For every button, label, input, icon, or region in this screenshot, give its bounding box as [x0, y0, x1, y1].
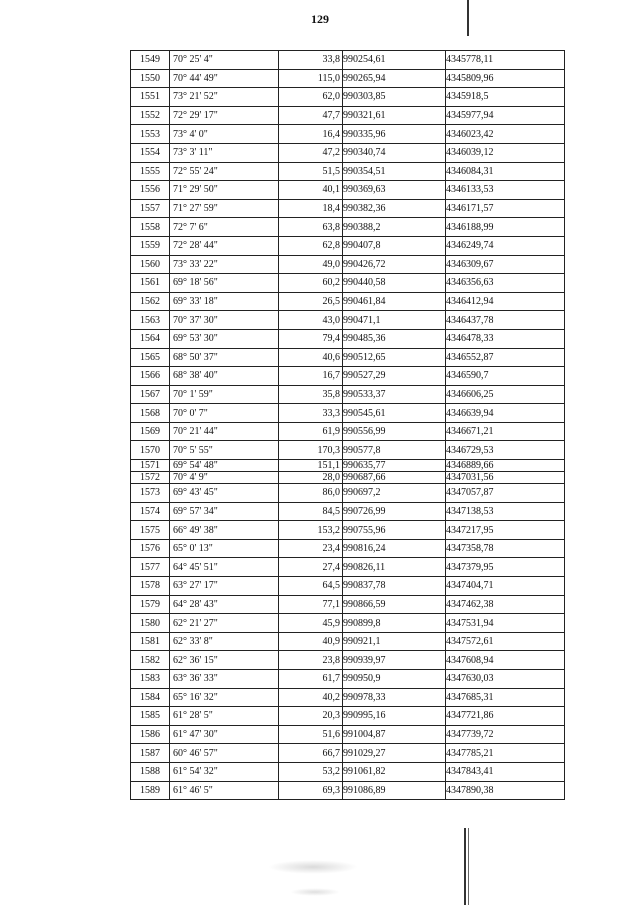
- angle-cell: 64° 45' 51": [170, 558, 279, 577]
- distance-cell: 26,5: [279, 292, 343, 311]
- y-coordinate-cell: 4345918,5: [446, 88, 565, 107]
- distance-cell: 153,2: [279, 521, 343, 540]
- angle-cell: 72° 7' 6": [170, 218, 279, 237]
- angle-cell: 65° 16' 32": [170, 688, 279, 707]
- y-coordinate-cell: 4346171,57: [446, 199, 565, 218]
- point-number-cell: 1573: [131, 484, 170, 503]
- point-number-cell: 1553: [131, 125, 170, 144]
- x-coordinate-cell: 990726,99: [343, 502, 446, 521]
- x-coordinate-cell: 990461,84: [343, 292, 446, 311]
- point-number-cell: 1554: [131, 143, 170, 162]
- y-coordinate-cell: 4346133,53: [446, 181, 565, 200]
- point-number-cell: 1568: [131, 404, 170, 423]
- point-number-cell: 1549: [131, 51, 170, 70]
- angle-cell: 69° 18' 56": [170, 274, 279, 293]
- y-coordinate-cell: 4345809,96: [446, 69, 565, 88]
- table-row: [131, 539, 565, 558]
- distance-cell: 33,3: [279, 404, 343, 423]
- y-coordinate-cell: 4346671,21: [446, 422, 565, 441]
- angle-cell: 70° 25' 4": [170, 51, 279, 70]
- table-row: [131, 143, 565, 162]
- distance-cell: 23,8: [279, 651, 343, 670]
- distance-cell: 63,8: [279, 218, 343, 237]
- x-coordinate-cell: 990697,2: [343, 484, 446, 503]
- table-row: [131, 484, 565, 503]
- scan-smudge: [290, 888, 340, 896]
- distance-cell: 16,4: [279, 125, 343, 144]
- distance-cell: 40,2: [279, 688, 343, 707]
- x-coordinate-cell: 990354,51: [343, 162, 446, 181]
- angle-cell: 73° 33' 22": [170, 255, 279, 274]
- y-coordinate-cell: 4346606,25: [446, 385, 565, 404]
- y-coordinate-cell: 4346309,67: [446, 255, 565, 274]
- y-coordinate-cell: 4346356,63: [446, 274, 565, 293]
- x-coordinate-cell: 990816,24: [343, 539, 446, 558]
- angle-cell: 61° 54' 32": [170, 762, 279, 781]
- point-number-cell: 1561: [131, 274, 170, 293]
- angle-cell: 69° 57' 34": [170, 502, 279, 521]
- y-coordinate-cell: 4347608,94: [446, 651, 565, 670]
- y-coordinate-cell: 4347057,87: [446, 484, 565, 503]
- distance-cell: 62,0: [279, 88, 343, 107]
- angle-cell: 72° 29' 17": [170, 106, 279, 125]
- table-row: [131, 521, 565, 540]
- point-number-cell: 1555: [131, 162, 170, 181]
- x-coordinate-cell: 991004,87: [343, 725, 446, 744]
- y-coordinate-cell: 4347358,78: [446, 539, 565, 558]
- angle-cell: 69° 43' 45": [170, 484, 279, 503]
- point-number-cell: 1563: [131, 311, 170, 330]
- distance-cell: 84,5: [279, 502, 343, 521]
- y-coordinate-cell: 4346039,12: [446, 143, 565, 162]
- point-number-cell: 1570: [131, 441, 170, 460]
- point-number-cell: 1551: [131, 88, 170, 107]
- angle-cell: 70° 5' 55": [170, 441, 279, 460]
- x-coordinate-cell: 990382,36: [343, 199, 446, 218]
- table-row: [131, 218, 565, 237]
- distance-cell: 53,2: [279, 762, 343, 781]
- point-number-cell: 1582: [131, 651, 170, 670]
- point-number-cell: 1550: [131, 69, 170, 88]
- table-row: [131, 781, 565, 800]
- distance-cell: 35,8: [279, 385, 343, 404]
- x-coordinate-cell: 990533,37: [343, 385, 446, 404]
- point-number-cell: 1580: [131, 614, 170, 633]
- y-coordinate-cell: 4346249,74: [446, 236, 565, 255]
- table-row: [131, 348, 565, 367]
- point-number-cell: 1586: [131, 725, 170, 744]
- table-row: [131, 725, 565, 744]
- angle-cell: 71° 27' 59": [170, 199, 279, 218]
- x-coordinate-cell: 990978,33: [343, 688, 446, 707]
- point-number-cell: 1577: [131, 558, 170, 577]
- angle-cell: 62° 21' 27": [170, 614, 279, 633]
- x-coordinate-cell: 990440,58: [343, 274, 446, 293]
- x-coordinate-cell: 990265,94: [343, 69, 446, 88]
- y-coordinate-cell: 4345778,11: [446, 51, 565, 70]
- distance-cell: 77,1: [279, 595, 343, 614]
- table-row: [131, 422, 565, 441]
- x-coordinate-cell: 990527,29: [343, 367, 446, 386]
- angle-cell: 70° 0' 7": [170, 404, 279, 423]
- y-coordinate-cell: 4347572,61: [446, 632, 565, 651]
- point-number-cell: 1583: [131, 670, 170, 689]
- distance-cell: 66,7: [279, 744, 343, 763]
- x-coordinate-cell: 990426,72: [343, 255, 446, 274]
- distance-cell: 61,9: [279, 422, 343, 441]
- point-number-cell: 1564: [131, 329, 170, 348]
- y-coordinate-cell: 4346478,33: [446, 329, 565, 348]
- x-coordinate-cell: 990545,61: [343, 404, 446, 423]
- y-coordinate-cell: 4347217,95: [446, 521, 565, 540]
- table-row: [131, 441, 565, 460]
- x-coordinate-cell: 990321,61: [343, 106, 446, 125]
- angle-cell: 61° 46' 5": [170, 781, 279, 800]
- table-row: [131, 199, 565, 218]
- x-coordinate-cell: 990866,59: [343, 595, 446, 614]
- x-coordinate-cell: 990512,65: [343, 348, 446, 367]
- table-row: [131, 577, 565, 596]
- distance-cell: 61,7: [279, 670, 343, 689]
- y-coordinate-cell: 4347843,41: [446, 762, 565, 781]
- x-coordinate-cell: 990254,61: [343, 51, 446, 70]
- distance-cell: 79,4: [279, 329, 343, 348]
- y-coordinate-cell: 4347739,72: [446, 725, 565, 744]
- distance-cell: 62,8: [279, 236, 343, 255]
- x-coordinate-cell: 991029,27: [343, 744, 446, 763]
- x-coordinate-cell: 990388,2: [343, 218, 446, 237]
- table-row: [131, 595, 565, 614]
- point-number-cell: 1585: [131, 707, 170, 726]
- point-number-cell: 1572: [131, 472, 170, 484]
- y-coordinate-cell: 4346437,78: [446, 311, 565, 330]
- distance-cell: 170,3: [279, 441, 343, 460]
- y-coordinate-cell: 4347404,71: [446, 577, 565, 596]
- point-number-cell: 1557: [131, 199, 170, 218]
- angle-cell: 62° 33' 8": [170, 632, 279, 651]
- y-coordinate-cell: 4346729,53: [446, 441, 565, 460]
- point-number-cell: 1579: [131, 595, 170, 614]
- angle-cell: 65° 0' 13": [170, 539, 279, 558]
- x-coordinate-cell: 990340,74: [343, 143, 446, 162]
- y-coordinate-cell: 4346084,31: [446, 162, 565, 181]
- angle-cell: 71° 29' 50": [170, 181, 279, 200]
- angle-cell: 61° 28' 5": [170, 707, 279, 726]
- x-coordinate-cell: 990556,99: [343, 422, 446, 441]
- distance-cell: 47,2: [279, 143, 343, 162]
- y-coordinate-cell: 4347685,31: [446, 688, 565, 707]
- angle-cell: 70° 37' 30": [170, 311, 279, 330]
- angle-cell: 69° 33' 18": [170, 292, 279, 311]
- x-coordinate-cell: 990635,77: [343, 460, 446, 472]
- distance-cell: 51,5: [279, 162, 343, 181]
- scan-smudge: [268, 860, 358, 874]
- angle-cell: 63° 27' 17": [170, 577, 279, 596]
- y-coordinate-cell: 4346889,66: [446, 460, 565, 472]
- distance-cell: 20,3: [279, 707, 343, 726]
- x-coordinate-cell: 990826,11: [343, 558, 446, 577]
- angle-cell: 63° 36' 33": [170, 670, 279, 689]
- point-number-cell: 1574: [131, 502, 170, 521]
- distance-cell: 45,9: [279, 614, 343, 633]
- y-coordinate-cell: 4347531,94: [446, 614, 565, 633]
- distance-cell: 51,6: [279, 725, 343, 744]
- table-row: [131, 69, 565, 88]
- angle-cell: 70° 21' 44": [170, 422, 279, 441]
- page-number: 129: [311, 12, 329, 26]
- distance-cell: 23,4: [279, 539, 343, 558]
- distance-cell: 69,3: [279, 781, 343, 800]
- y-coordinate-cell: 4347138,53: [446, 502, 565, 521]
- point-number-cell: 1569: [131, 422, 170, 441]
- distance-cell: 27,4: [279, 558, 343, 577]
- table-row: [131, 311, 565, 330]
- distance-cell: 60,2: [279, 274, 343, 293]
- table-row: [131, 670, 565, 689]
- x-coordinate-cell: 990577,8: [343, 441, 446, 460]
- angle-cell: 68° 38' 40": [170, 367, 279, 386]
- point-number-cell: 1571: [131, 460, 170, 472]
- table-row: [131, 125, 565, 144]
- distance-cell: 40,9: [279, 632, 343, 651]
- y-coordinate-cell: 4347890,38: [446, 781, 565, 800]
- distance-cell: 151,1: [279, 460, 343, 472]
- table-body: [131, 51, 565, 800]
- point-number-cell: 1575: [131, 521, 170, 540]
- point-number-cell: 1584: [131, 688, 170, 707]
- table-row: [131, 404, 565, 423]
- angle-cell: 73° 3' 11": [170, 143, 279, 162]
- x-coordinate-cell: 990407,8: [343, 236, 446, 255]
- distance-cell: 28,0: [279, 472, 343, 484]
- angle-cell: 70° 4' 9": [170, 472, 279, 484]
- x-coordinate-cell: 990369,63: [343, 181, 446, 200]
- table-row: [131, 558, 565, 577]
- point-number-cell: 1589: [131, 781, 170, 800]
- y-coordinate-cell: 4346023,42: [446, 125, 565, 144]
- angle-cell: 62° 36' 15": [170, 651, 279, 670]
- distance-cell: 43,0: [279, 311, 343, 330]
- angle-cell: 73° 21' 52": [170, 88, 279, 107]
- x-coordinate-cell: 991086,89: [343, 781, 446, 800]
- y-coordinate-cell: 4346590,7: [446, 367, 565, 386]
- table-row: [131, 181, 565, 200]
- table-row: [131, 762, 565, 781]
- scan-edge-mark: [467, 0, 469, 36]
- y-coordinate-cell: 4346639,94: [446, 404, 565, 423]
- table-row: [131, 292, 565, 311]
- table-row: [131, 472, 565, 484]
- point-number-cell: 1567: [131, 385, 170, 404]
- x-coordinate-cell: 990687,66: [343, 472, 446, 484]
- angle-cell: 69° 54' 48": [170, 460, 279, 472]
- table-row: [131, 255, 565, 274]
- y-coordinate-cell: 4346412,94: [446, 292, 565, 311]
- distance-cell: 16,7: [279, 367, 343, 386]
- scan-edge-mark: [468, 828, 469, 905]
- point-number-cell: 1566: [131, 367, 170, 386]
- y-coordinate-cell: 4347785,21: [446, 744, 565, 763]
- x-coordinate-cell: 990950,9: [343, 670, 446, 689]
- distance-cell: 33,8: [279, 51, 343, 70]
- y-coordinate-cell: 4347630,03: [446, 670, 565, 689]
- point-number-cell: 1581: [131, 632, 170, 651]
- x-coordinate-cell: 990471,1: [343, 311, 446, 330]
- table-row: [131, 707, 565, 726]
- table-row: [131, 744, 565, 763]
- point-number-cell: 1578: [131, 577, 170, 596]
- y-coordinate-cell: 4347379,95: [446, 558, 565, 577]
- table-row: [131, 274, 565, 293]
- point-number-cell: 1556: [131, 181, 170, 200]
- distance-cell: 115,0: [279, 69, 343, 88]
- y-coordinate-cell: 4345977,94: [446, 106, 565, 125]
- angle-cell: 72° 28' 44": [170, 236, 279, 255]
- point-number-cell: 1559: [131, 236, 170, 255]
- table-row: [131, 106, 565, 125]
- coordinate-table: [130, 50, 565, 800]
- x-coordinate-cell: 990335,96: [343, 125, 446, 144]
- angle-cell: 64° 28' 43": [170, 595, 279, 614]
- distance-cell: 49,0: [279, 255, 343, 274]
- point-number-cell: 1552: [131, 106, 170, 125]
- x-coordinate-cell: 990899,8: [343, 614, 446, 633]
- point-number-cell: 1562: [131, 292, 170, 311]
- table-row: [131, 632, 565, 651]
- table-row: [131, 236, 565, 255]
- table-row: [131, 385, 565, 404]
- angle-cell: 69° 53' 30": [170, 329, 279, 348]
- x-coordinate-cell: 990485,36: [343, 329, 446, 348]
- table-row: [131, 688, 565, 707]
- distance-cell: 40,1: [279, 181, 343, 200]
- angle-cell: 73° 4' 0": [170, 125, 279, 144]
- distance-cell: 47,7: [279, 106, 343, 125]
- table-row: [131, 460, 565, 472]
- y-coordinate-cell: 4347721,86: [446, 707, 565, 726]
- point-number-cell: 1576: [131, 539, 170, 558]
- distance-cell: 18,4: [279, 199, 343, 218]
- angle-cell: 70° 44' 49": [170, 69, 279, 88]
- table-row: [131, 367, 565, 386]
- y-coordinate-cell: 4346552,87: [446, 348, 565, 367]
- x-coordinate-cell: 990755,96: [343, 521, 446, 540]
- y-coordinate-cell: 4347031,56: [446, 472, 565, 484]
- x-coordinate-cell: 991061,82: [343, 762, 446, 781]
- table-row: [131, 651, 565, 670]
- angle-cell: 68° 50' 37": [170, 348, 279, 367]
- table-row: [131, 162, 565, 181]
- angle-cell: 60° 46' 57": [170, 744, 279, 763]
- angle-cell: 66° 49' 38": [170, 521, 279, 540]
- x-coordinate-cell: 990995,16: [343, 707, 446, 726]
- x-coordinate-cell: 990939,97: [343, 651, 446, 670]
- distance-cell: 40,6: [279, 348, 343, 367]
- point-number-cell: 1558: [131, 218, 170, 237]
- distance-cell: 64,5: [279, 577, 343, 596]
- point-number-cell: 1565: [131, 348, 170, 367]
- distance-cell: 86,0: [279, 484, 343, 503]
- point-number-cell: 1587: [131, 744, 170, 763]
- scan-edge-mark: [464, 828, 466, 905]
- x-coordinate-cell: 990837,78: [343, 577, 446, 596]
- x-coordinate-cell: 990303,85: [343, 88, 446, 107]
- y-coordinate-cell: 4346188,99: [446, 218, 565, 237]
- table-row: [131, 88, 565, 107]
- table-row: [131, 502, 565, 521]
- table-row: [131, 51, 565, 70]
- angle-cell: 70° 1' 59": [170, 385, 279, 404]
- point-number-cell: 1588: [131, 762, 170, 781]
- table-row: [131, 329, 565, 348]
- table-row: [131, 614, 565, 633]
- angle-cell: 72° 55' 24": [170, 162, 279, 181]
- y-coordinate-cell: 4347462,38: [446, 595, 565, 614]
- x-coordinate-cell: 990921,1: [343, 632, 446, 651]
- angle-cell: 61° 47' 30": [170, 725, 279, 744]
- point-number-cell: 1560: [131, 255, 170, 274]
